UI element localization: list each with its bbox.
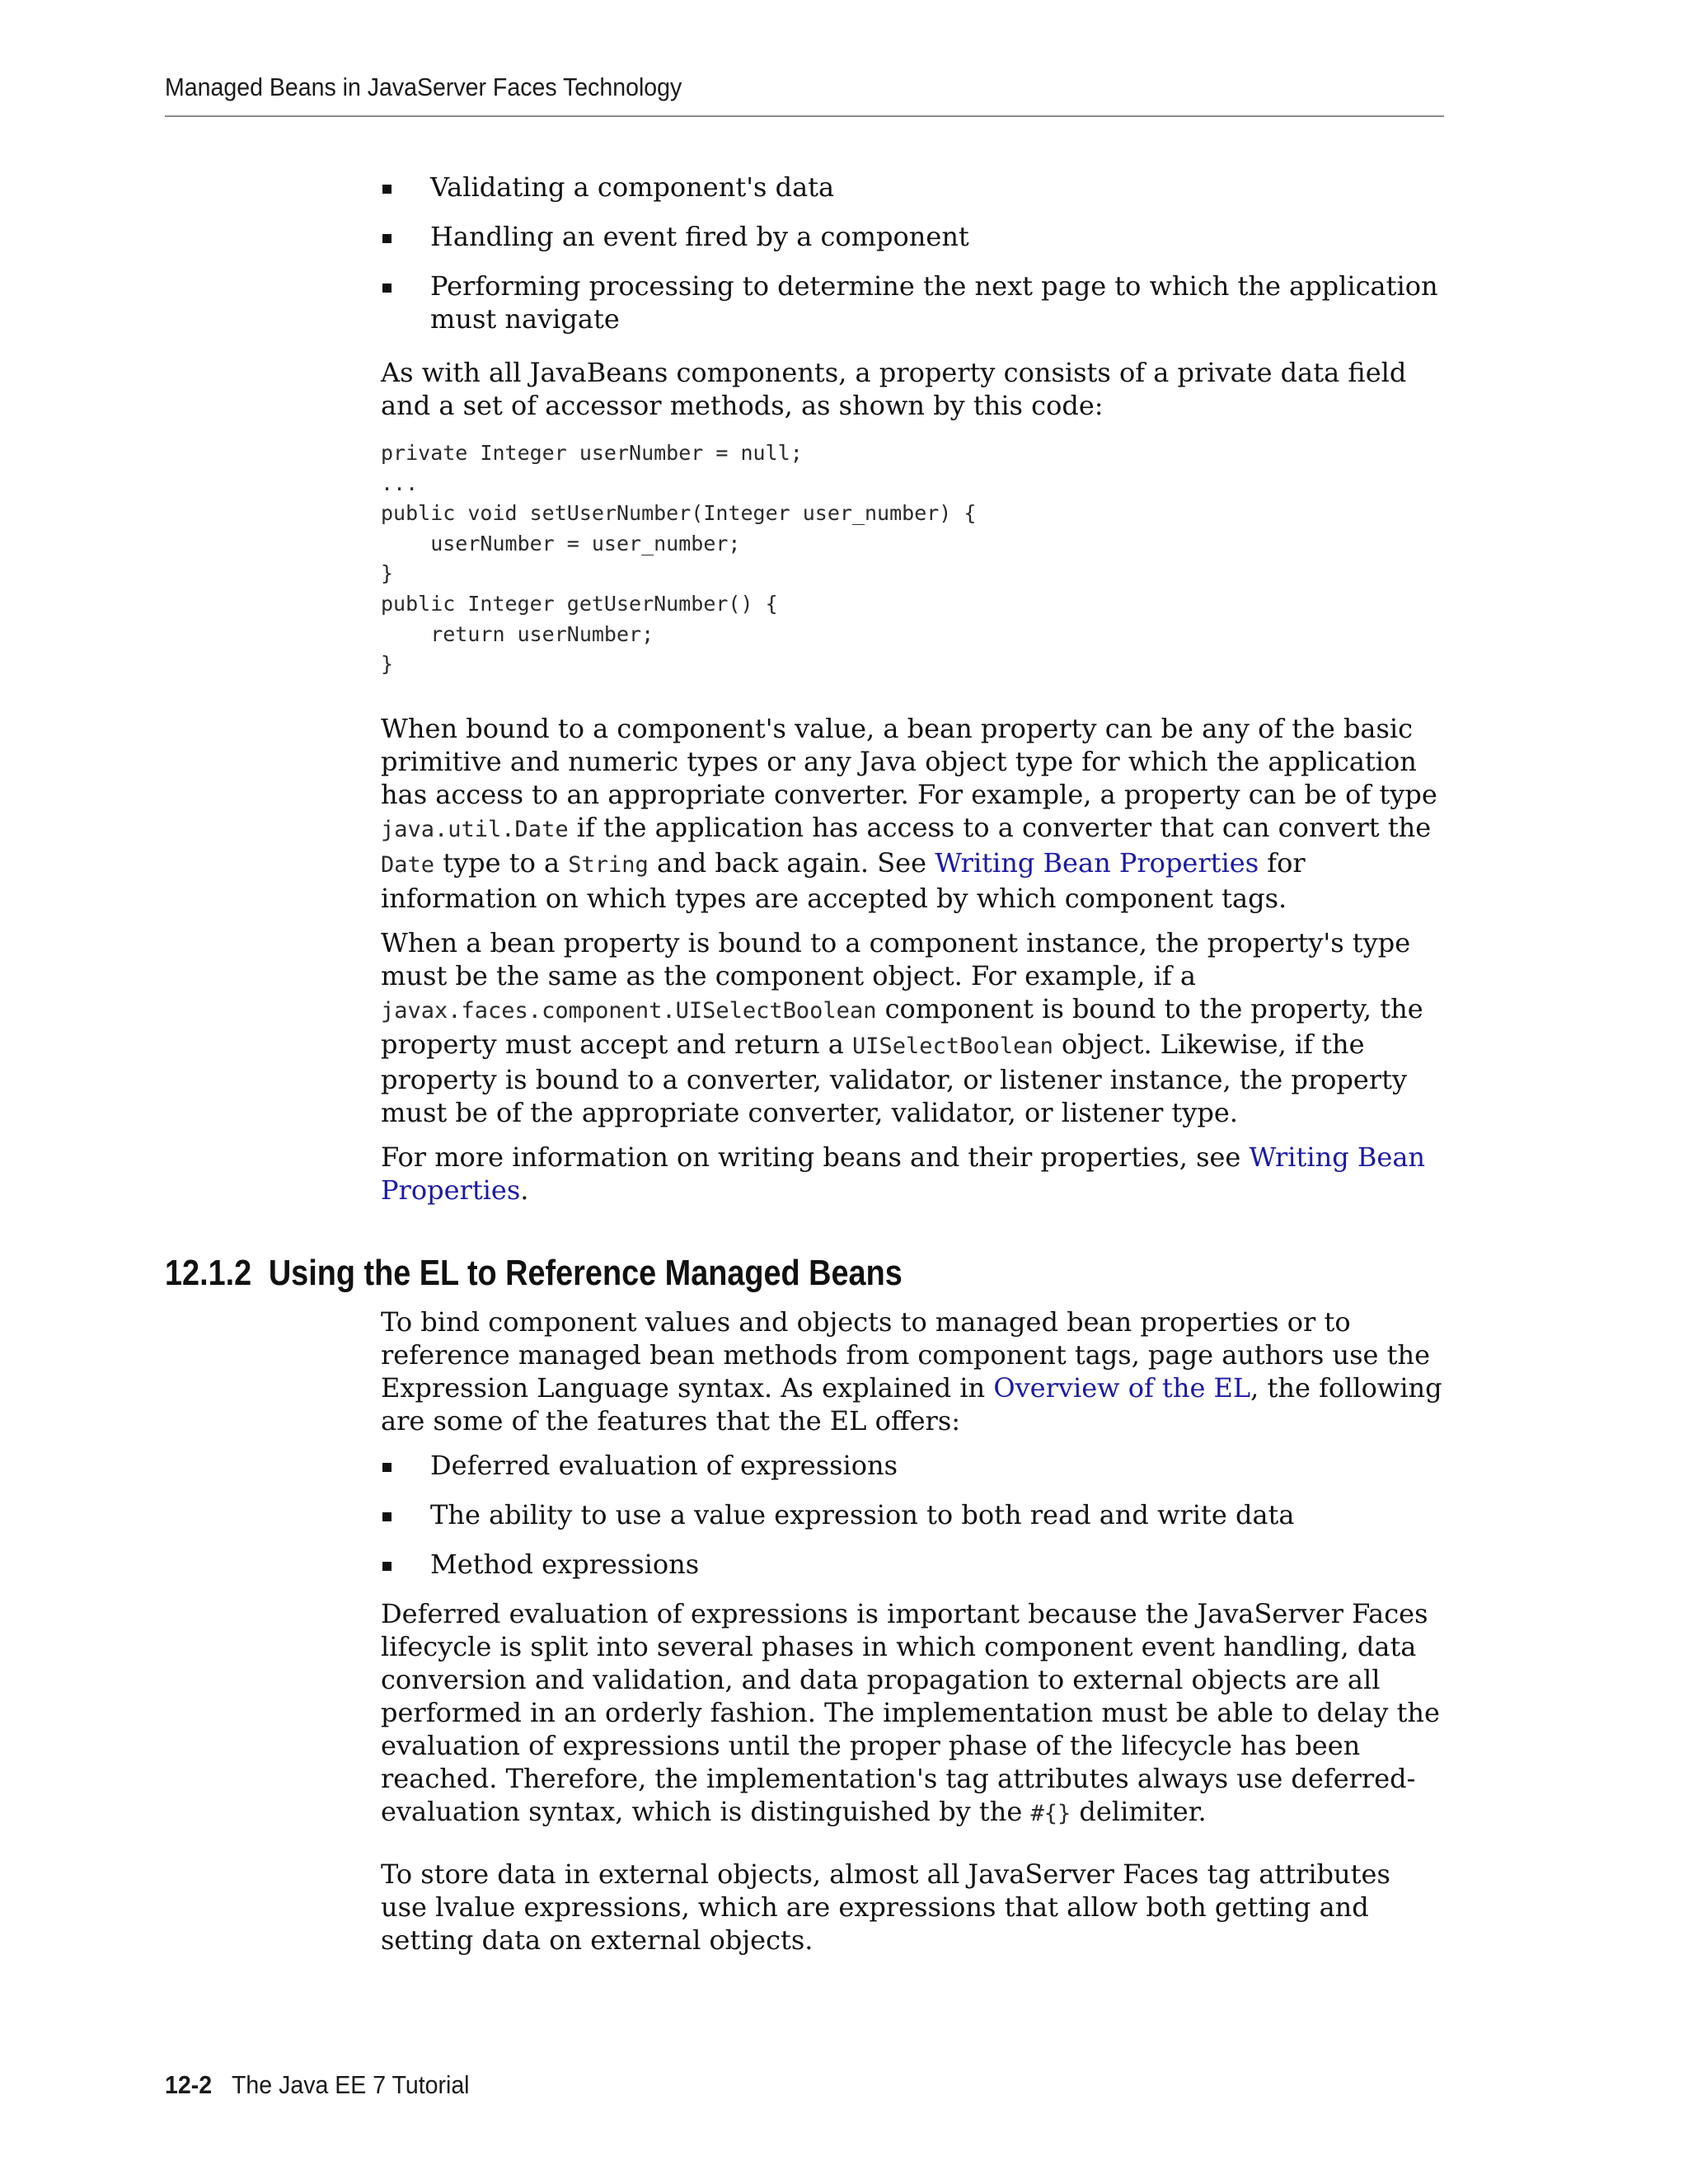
bullet-list-el-features — [381, 1449, 1444, 1581]
list-item: Validating a component's data — [381, 171, 1444, 204]
paragraph-accessor-intro: As with all JavaBeans components, a property consists of a private data field and a set of accessor methods, as shown by this code: — [381, 357, 1407, 421]
link-writing-bean-properties[interactable]: Writing Bean Properties — [935, 847, 1259, 879]
code-block-property: private Integer userNumber = null; ... public void setUserNumber(Integer user_number) { userNumber = user_number; } public Integer getUserNumber() { return userNumber; } — [381, 441, 977, 677]
square-bullet-icon — [382, 185, 392, 194]
square-bullet-icon — [382, 1512, 392, 1521]
paragraph-deferred-evaluation: Deferred evaluation of expressions is important because the JavaServer Faces lifecycle is split into several phases in which component event handling, data conversion and validation, and data propagation to external objects are all performed in an orderly fashion. The implementation must be able to delay the evaluation of expressions until the proper phase of the lifecycle has been reached. Therefore, the implementation's tag attributes always use deferred-evaluation syntax, which is distinguished by the #{} delimiter. — [381, 1598, 1440, 1827]
list-item: Handling an event fired by a component — [381, 220, 1444, 253]
page-footer — [165, 2070, 470, 2100]
paragraph-lvalue: To store data in external objects, almost all JavaServer Faces tag attributes use lvalue expressions, which are expressions that allow both getting and setting data on external objects. — [381, 1858, 1390, 1956]
list-item: The ability to use a value expression to both read and write data — [381, 1498, 1444, 1531]
running-header: Managed Beans in JavaServer Faces Technology — [165, 73, 682, 101]
list-item: Performing processing to determine the next page to which the application must navigate — [381, 269, 1444, 335]
bullet-list-purposes — [381, 171, 1444, 335]
section-heading: 12.1.2 Using the EL to Reference Managed Beans — [165, 1253, 903, 1293]
paragraph-el-intro: To bind component values and objects to managed bean properties or to reference managed bean methods from component tags, page authors use the Expression Language syntax. As explained in Overview of the EL, the following are some of the features that the EL offers: — [381, 1306, 1442, 1436]
list-item: Method expressions — [381, 1548, 1444, 1581]
paragraph-bound-instance: When a bean property is bound to a component instance, the property's type must be the same as the component object. For example, if a javax.faces.component.UISelectBoolean component is bound to the property, the property must accept and return a UISelectBoolean object. Likewise, if the property is bound to a converter, validator, or listener instance, the property must be of the appropriate converter, validator, or listener type. — [381, 927, 1423, 1128]
paragraph-more-info: For more information on writing beans and their properties, see Writing Bean Properties. — [381, 1141, 1426, 1206]
square-bullet-icon — [382, 234, 392, 243]
header-rule — [165, 115, 1444, 117]
link-overview-of-the-el[interactable]: Overview of the EL — [993, 1372, 1251, 1404]
paragraph-bound-value: When bound to a component's value, a bean property can be any of the basic primitive and numeric types or any Java object type for which the application has access to an appropriate converter. For example, a property can be of type java.util.Date if the application has access to a converter that can convert the Date type to a String and back again. See Writing Bean Properties for information on which types are accepted by which component tags. — [381, 713, 1437, 914]
square-bullet-icon — [382, 284, 392, 293]
square-bullet-icon — [382, 1463, 392, 1472]
link-writing-bean-properties-2[interactable]: Writing Bean Properties — [381, 1141, 1426, 1206]
book-title: The Java EE 7 Tutorial — [232, 2070, 470, 2099]
list-item: Deferred evaluation of expressions — [381, 1449, 1444, 1482]
square-bullet-icon — [382, 1562, 392, 1571]
page-number: 12-2 — [165, 2070, 213, 2099]
